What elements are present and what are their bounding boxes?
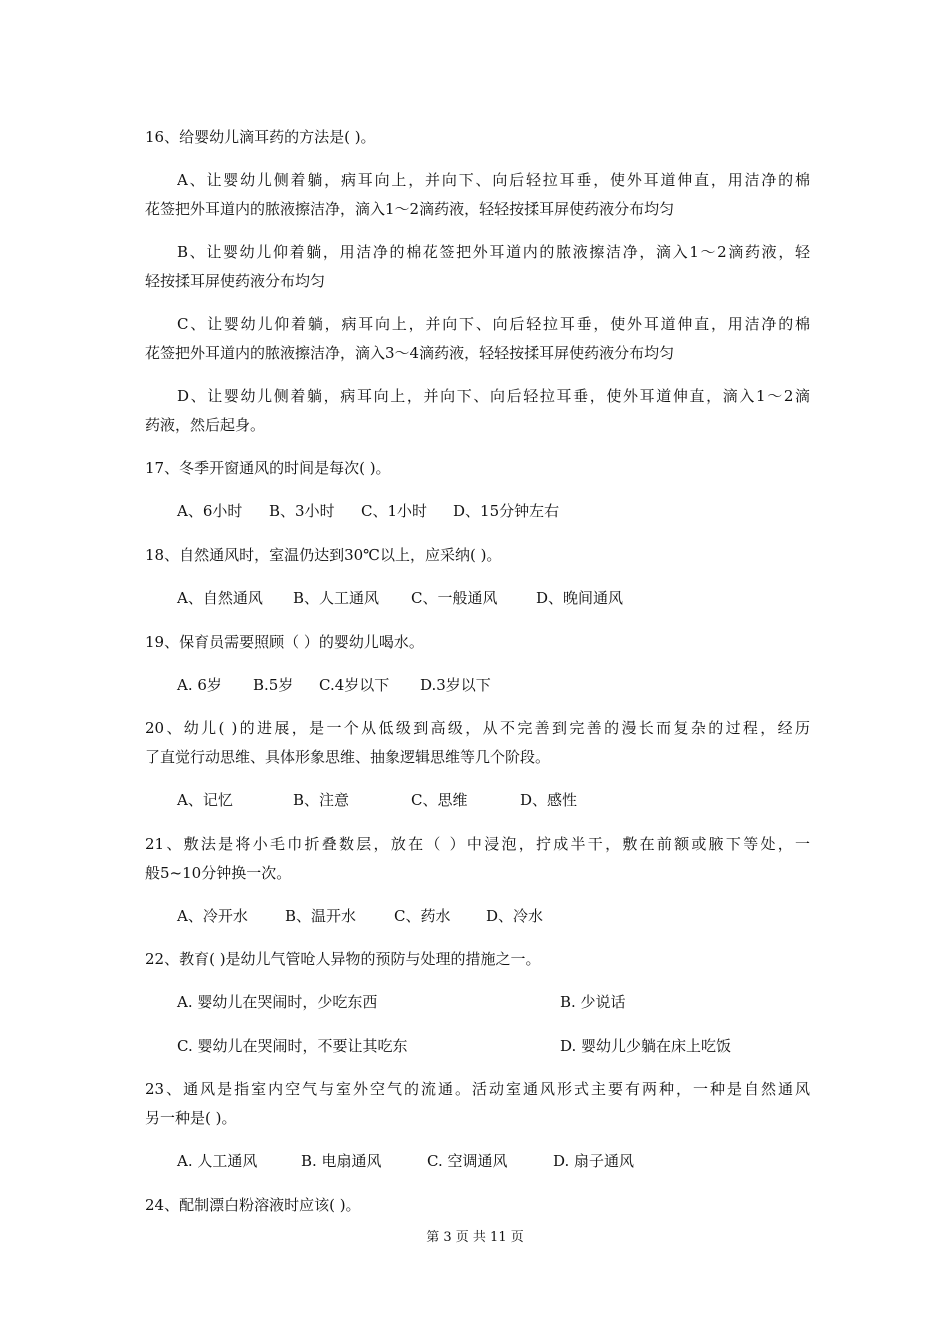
question-21-stem-line-2: 般5~10分钟换一次。 (145, 864, 292, 882)
question-22-stem: 22、教育( )是幼儿气管呛人异物的预防与处理的措施之一。 (145, 950, 541, 968)
question-22-option-d: D. 婴幼儿少躺在床上吃饭 (560, 1037, 732, 1055)
question-16-option-d-line-1: D、让婴幼儿侧着躺，病耳向上，并向下、向后轻拉耳垂，使外耳道伸直，滴入1～2滴 (177, 387, 810, 405)
question-18-options (177, 588, 810, 608)
question-17-option-a: A、6小时 (177, 502, 243, 520)
question-21-options (177, 906, 810, 926)
question-23-stem-line-1: 23、通风是指室内空气与室外空气的流通。活动室通风形式主要有两种，一种是自然通风 (145, 1080, 810, 1098)
question-16-option-d-line-2: 药液，然后起身。 (145, 416, 266, 434)
question-20-option-a: A、记忆 (177, 791, 233, 809)
question-21-stem-line-1: 21、敷法是将小毛巾折叠数层，放在（ ）中浸泡，拧成半干，敷在前额或腋下等处，一 (145, 835, 810, 853)
question-20-option-b: B、注意 (293, 791, 350, 809)
question-18-option-c: C、一般通风 (411, 589, 498, 607)
question-20-option-d: D、感性 (520, 791, 578, 809)
question-19-option-d: D.3岁以下 (420, 676, 491, 694)
question-16-option-c-line-1: C、让婴幼儿仰着躺，病耳向上，并向下、向后轻拉耳垂，使外耳道伸直，用洁净的棉 (177, 315, 810, 333)
question-22-options-row-1 (177, 992, 810, 1012)
question-19-option-b: B.5岁 (253, 676, 294, 694)
question-18-option-a: A、自然通风 (177, 589, 263, 607)
question-17-option-b: B、3小时 (269, 502, 335, 520)
question-16-option-a-line-1: A、让婴幼儿侧着躺，病耳向上，并向下、向后轻拉耳垂，使外耳道伸直，用洁净的棉 (177, 171, 810, 189)
question-20-options (177, 790, 810, 810)
question-18-option-b: B、人工通风 (293, 589, 380, 607)
question-16-option-b-line-1: B、让婴幼儿仰着躺，用洁净的棉花签把外耳道内的脓液擦洁净，滴入1～2滴药液，轻 (177, 243, 810, 261)
question-18-option-d: D、晚间通风 (536, 589, 624, 607)
question-22-option-a: A. 婴幼儿在哭闹时，少吃东西 (177, 993, 378, 1011)
question-23-option-a: A. 人工通风 (177, 1152, 258, 1170)
question-21-option-b: B、温开水 (285, 907, 357, 925)
question-20-stem-line-2: 了直觉行动思维、具体形象思维、抽象逻辑思维等几个阶段。 (145, 748, 551, 766)
question-17-options (177, 501, 810, 521)
question-23-options (177, 1151, 810, 1171)
question-19-options (177, 675, 810, 695)
question-20-stem-line-1: 20、幼儿( )的进展，是一个从低级到高级，从不完善到完善的漫长而复杂的过程，经历 (145, 719, 810, 737)
question-19-option-a: A. 6岁 (177, 676, 222, 694)
question-16-option-a-line-2: 花签把外耳道内的脓液擦洁净，滴入1～2滴药液，轻轻按揉耳屏使药液分布均匀 (145, 200, 675, 218)
question-23-option-d: D. 扇子通风 (553, 1152, 635, 1170)
question-17-option-d: D、15分钟左右 (453, 502, 560, 520)
question-22-option-b: B. 少说话 (560, 993, 626, 1011)
question-21-option-c: C、药水 (394, 907, 451, 925)
question-23-stem-line-2: 另一种是( )。 (145, 1109, 237, 1127)
question-20-option-c: C、思维 (411, 791, 468, 809)
question-22-options-row-2 (177, 1036, 810, 1056)
question-17-option-c: C、1小时 (361, 502, 428, 520)
question-21-option-d: D、冷水 (486, 907, 544, 925)
question-16-option-b-line-2: 轻按揉耳屏使药液分布均匀 (145, 272, 326, 290)
question-16-option-c-line-2: 花签把外耳道内的脓液擦洁净，滴入3～4滴药液，轻轻按揉耳屏使药液分布均匀 (145, 344, 675, 362)
question-24-stem: 24、配制漂白粉溶液时应该( )。 (145, 1196, 361, 1214)
question-22-option-c: C. 婴幼儿在哭闹时，不要让其吃东 (177, 1037, 408, 1055)
question-23-option-c: C. 空调通风 (427, 1152, 508, 1170)
question-23-option-b: B. 电扇通风 (301, 1152, 382, 1170)
page-number-footer: 第 3 页 共 11 页 (426, 1230, 524, 1245)
question-21-option-a: A、冷开水 (177, 907, 248, 925)
question-17-stem: 17、冬季开窗通风的时间是每次( )。 (145, 459, 391, 477)
question-18-stem: 18、自然通风时，室温仍达到30℃以上，应采纳( )。 (145, 546, 502, 564)
question-19-option-c: C.4岁以下 (319, 676, 390, 694)
question-19-stem: 19、保育员需要照顾（ ）的婴幼儿喝水。 (145, 633, 424, 651)
question-16-stem: 16、给婴幼儿滴耳药的方法是( )。 (145, 128, 376, 146)
